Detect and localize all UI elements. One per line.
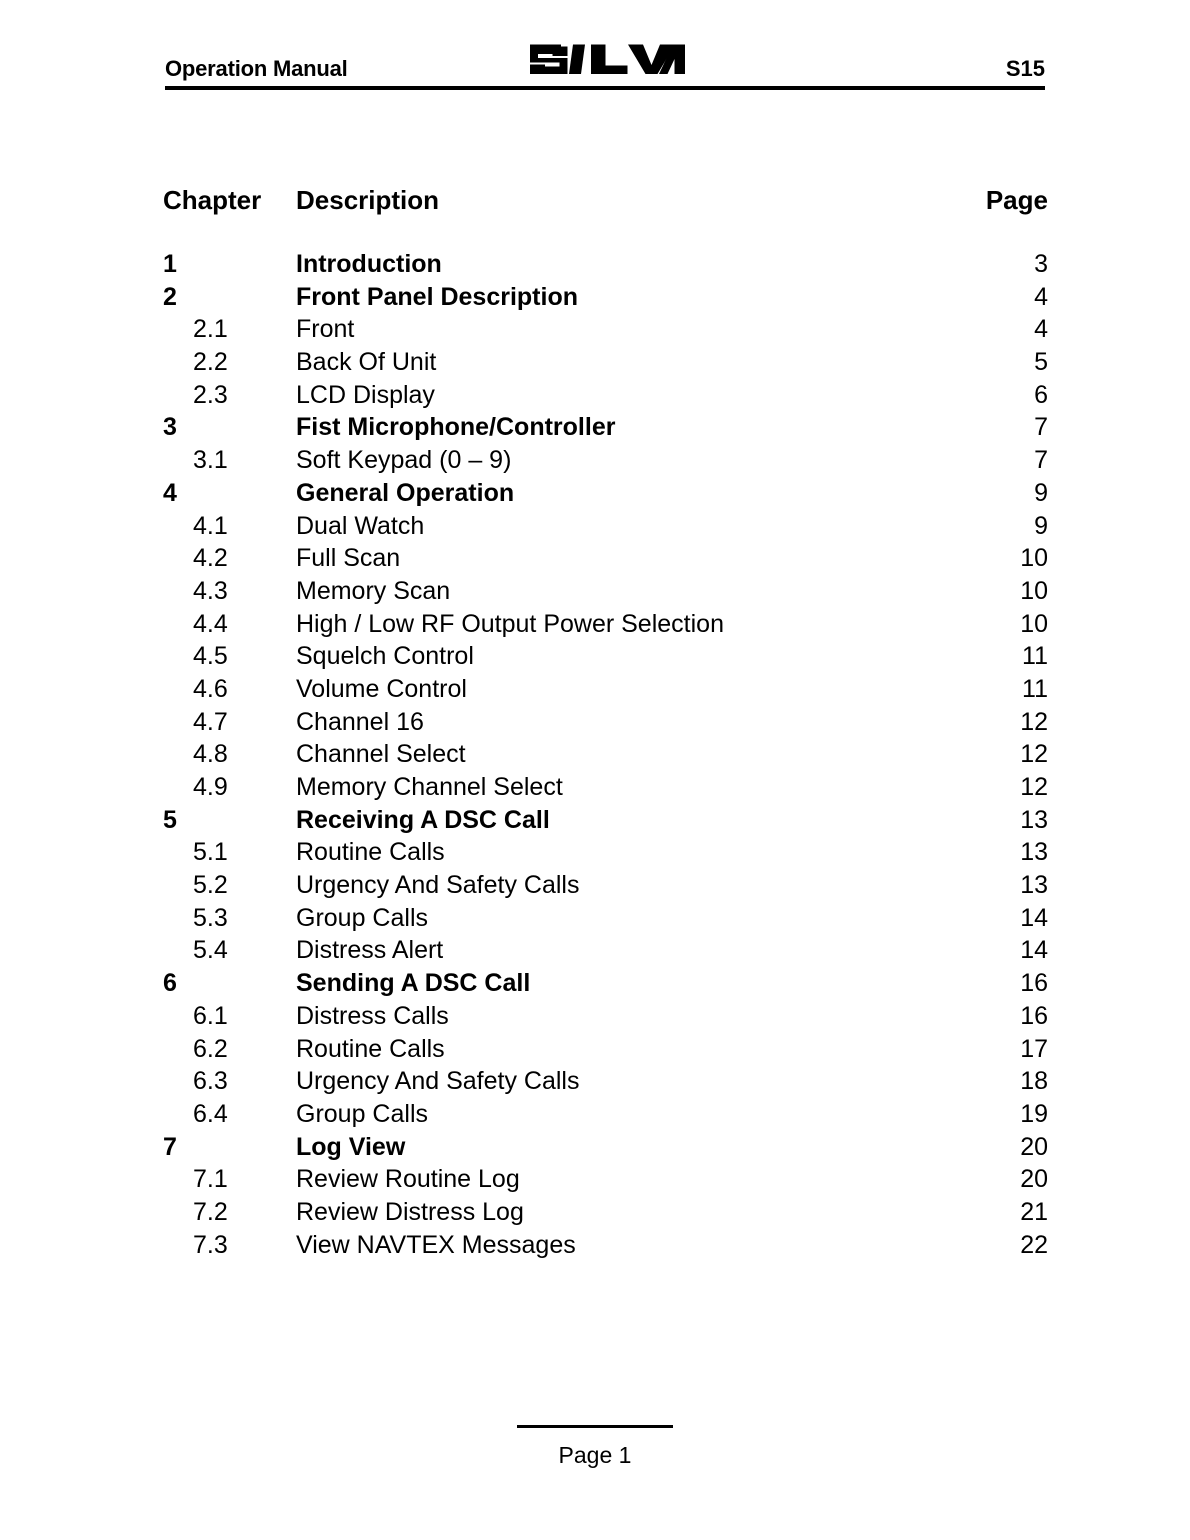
- toc-entry-page-number: 6: [1034, 380, 1048, 409]
- toc-entry-title: Sending A DSC Call: [296, 969, 531, 998]
- toc-entry-page-number: 20: [1020, 1165, 1048, 1194]
- toc-entry[interactable]: [163, 1065, 1048, 1098]
- toc-entry[interactable]: [163, 902, 1048, 935]
- toc-entry-page-number: 13: [1020, 805, 1048, 834]
- toc-entry-number: 6.2: [193, 1034, 228, 1063]
- toc-entry[interactable]: [163, 1229, 1048, 1262]
- toc-entry-number: 6: [163, 969, 177, 998]
- toc-entry-title: Routine Calls: [296, 1034, 445, 1063]
- toc-entry-title: Memory Channel Select: [296, 773, 563, 801]
- toc-entry[interactable]: [163, 444, 1048, 477]
- toc-entry-number: 7: [163, 1132, 177, 1161]
- toc-entry-title: Receiving A DSC Call: [296, 805, 550, 834]
- toc-entry[interactable]: [163, 738, 1048, 771]
- page-header: [165, 28, 1045, 86]
- toc-entry-number: 4.9: [193, 773, 228, 801]
- toc-entry[interactable]: [163, 281, 1048, 314]
- toc-entry[interactable]: [163, 1000, 1048, 1033]
- toc-entry-title: Back Of Unit: [296, 348, 437, 377]
- toc-entry-title: LCD Display: [296, 380, 435, 409]
- toc-entry[interactable]: [163, 1163, 1048, 1196]
- toc-entry-number: 4.5: [193, 642, 228, 671]
- toc-entry-title: Review Distress Log: [296, 1197, 524, 1226]
- toc-entry-title: Soft Keypad (0 – 9): [296, 446, 512, 475]
- toc-entry-page-number: 20: [1020, 1132, 1048, 1161]
- toc-entry-page-number: 9: [1034, 511, 1048, 540]
- toc-entry-number: 2: [163, 282, 177, 311]
- header-row: [165, 28, 1045, 80]
- toc-entry-number: 5: [163, 805, 177, 834]
- toc-entry-number: 4.2: [193, 544, 228, 573]
- toc-entry[interactable]: [163, 1033, 1048, 1066]
- toc-entry-title: Front: [296, 315, 355, 344]
- toc-entry-title: Introduction: [296, 250, 442, 278]
- toc-entry-page-number: 21: [1020, 1197, 1048, 1226]
- toc-entry-page-number: 11: [1022, 642, 1048, 671]
- toc-entry[interactable]: [163, 706, 1048, 739]
- page-number-label: Page 1: [558, 1442, 632, 1468]
- toc-entry-number: 2.2: [193, 348, 228, 377]
- toc-entry-page-number: 16: [1020, 1001, 1048, 1030]
- toc-entry-page-number: 11: [1022, 674, 1048, 703]
- toc-entry-title: Urgency And Safety Calls: [296, 871, 580, 900]
- toc-entry-page-number: 22: [1020, 1230, 1048, 1259]
- toc-entry-page-number: 13: [1020, 838, 1048, 867]
- toc-entry-page-number: 4: [1034, 282, 1048, 311]
- toc-entry[interactable]: [163, 313, 1048, 346]
- toc-entry-title: Group Calls: [296, 903, 428, 932]
- toc-entry-title: Channel 16: [296, 707, 424, 736]
- toc-entry-title: Front Panel Description: [296, 282, 578, 311]
- toc-entry-page-number: 7: [1034, 413, 1048, 442]
- toc-entry[interactable]: [163, 1196, 1048, 1229]
- toc-entry-page-number: 5: [1034, 348, 1048, 377]
- toc-entry-number: 4.8: [193, 740, 228, 769]
- toc-entry-number: 2.3: [193, 380, 228, 409]
- toc-entry-page-number: 17: [1020, 1034, 1048, 1063]
- toc-entry-number: 4.6: [193, 674, 228, 703]
- toc-entry-number: 5.2: [193, 871, 228, 900]
- toc-entry-title: Distress Calls: [296, 1001, 449, 1030]
- toc-entry-page-number: 10: [1020, 544, 1048, 573]
- toc-entry[interactable]: [163, 869, 1048, 902]
- toc-entry[interactable]: [163, 248, 1048, 281]
- toc-entry-page-number: 18: [1020, 1067, 1048, 1096]
- toc-entry-page-number: 16: [1020, 969, 1048, 998]
- toc-entry-number: 4.4: [193, 609, 228, 638]
- toc-entry-title: Routine Calls: [296, 838, 445, 867]
- toc-entry-title: High / Low RF Output Power Selection: [296, 609, 724, 638]
- toc-entry-page-number: 10: [1020, 609, 1048, 638]
- toc-entry-title: Fist Microphone/Controller: [296, 413, 616, 442]
- toc-entry-number: 7.1: [193, 1165, 228, 1194]
- toc-entry-title: Group Calls: [296, 1099, 428, 1128]
- page-footer: [0, 1425, 1190, 1467]
- toc-entry-page-number: 12: [1020, 707, 1048, 736]
- table-of-contents: [163, 183, 1048, 1261]
- toc-entry-number: 3.1: [193, 446, 228, 475]
- toc-column-headers: [163, 183, 1048, 217]
- toc-entry[interactable]: [163, 575, 1048, 608]
- toc-entry-number: 1: [163, 250, 177, 278]
- toc-entry-number: 7.2: [193, 1197, 228, 1226]
- toc-entry-number: 6.1: [193, 1001, 228, 1030]
- toc-entry[interactable]: [163, 1098, 1048, 1131]
- toc-entry-page-number: 10: [1020, 576, 1048, 605]
- toc-entry-page-number: 14: [1020, 903, 1048, 932]
- toc-entry-page-number: 19: [1020, 1099, 1048, 1128]
- toc-entry[interactable]: [163, 836, 1048, 869]
- toc-entry-number: 4.3: [193, 576, 228, 605]
- toc-entry-title: Distress Alert: [296, 936, 444, 965]
- toc-entry-title: Dual Watch: [296, 511, 425, 540]
- toc-entry-page-number: 14: [1020, 936, 1048, 965]
- toc-entry-title: Full Scan: [296, 544, 401, 573]
- toc-entry-title: General Operation: [296, 478, 515, 507]
- footer-divider: [517, 1425, 673, 1428]
- toc-entry-page-number: 9: [1034, 478, 1048, 507]
- toc-entry[interactable]: [163, 346, 1048, 379]
- toc-entry-title: Urgency And Safety Calls: [296, 1067, 580, 1096]
- toc-entry-page-number: 4: [1034, 315, 1048, 344]
- toc-entry-title: Review Routine Log: [296, 1165, 520, 1194]
- toc-entry-number: 6.4: [193, 1099, 228, 1128]
- toc-entry-page-number: 12: [1020, 740, 1048, 769]
- toc-entry-title: Log View: [296, 1132, 406, 1161]
- toc-entry-title: Volume Control: [296, 674, 467, 703]
- toc-entry-page-number: 7: [1034, 446, 1048, 475]
- toc-entry-title: Squelch Control: [296, 642, 474, 671]
- toc-entry-list: [163, 248, 1048, 1261]
- toc-entry-number: 4.7: [193, 707, 228, 736]
- column-header-chapter: Chapter: [163, 185, 262, 215]
- toc-entry-title: View NAVTEX Messages: [296, 1230, 576, 1259]
- toc-entry-title: Channel Select: [296, 740, 466, 769]
- toc-entry-page-number: 3: [1034, 250, 1048, 278]
- toc-entry-number: 4: [163, 478, 177, 507]
- toc-entry-number: 2.1: [193, 315, 228, 344]
- toc-entry-number: 7.3: [193, 1230, 228, 1259]
- toc-entry-page-number: 12: [1020, 773, 1048, 801]
- silva-logo: [525, 36, 685, 82]
- toc-entry-number: 6.3: [193, 1067, 228, 1096]
- toc-entry-number: 4.1: [193, 511, 228, 540]
- column-header-description: Description: [296, 185, 440, 215]
- toc-entry-page-number: 13: [1020, 871, 1048, 900]
- manual-type-label: Operation Manual: [165, 56, 348, 81]
- model-number-label: S15: [1005, 56, 1045, 81]
- toc-entry-number: 5.4: [193, 936, 228, 965]
- toc-entry[interactable]: [163, 640, 1048, 673]
- toc-entry[interactable]: [163, 967, 1048, 1000]
- column-header-page: Page: [985, 185, 1048, 215]
- toc-entry[interactable]: [163, 804, 1048, 837]
- header-divider: [165, 86, 1045, 90]
- toc-entry[interactable]: [163, 673, 1048, 706]
- toc-entry-number: 3: [163, 413, 177, 442]
- toc-entry[interactable]: [163, 934, 1048, 967]
- toc-entry-number: 5.1: [193, 838, 228, 867]
- toc-entry[interactable]: [163, 542, 1048, 575]
- toc-entry[interactable]: [163, 379, 1048, 412]
- toc-entry[interactable]: [163, 510, 1048, 543]
- toc-entry-title: Memory Scan: [296, 576, 451, 605]
- toc-entry[interactable]: [163, 1131, 1048, 1164]
- toc-entry[interactable]: [163, 411, 1048, 444]
- toc-entry[interactable]: [163, 771, 1048, 804]
- toc-entry[interactable]: [163, 477, 1048, 510]
- toc-entry[interactable]: [163, 608, 1048, 641]
- toc-entry-number: 5.3: [193, 903, 228, 932]
